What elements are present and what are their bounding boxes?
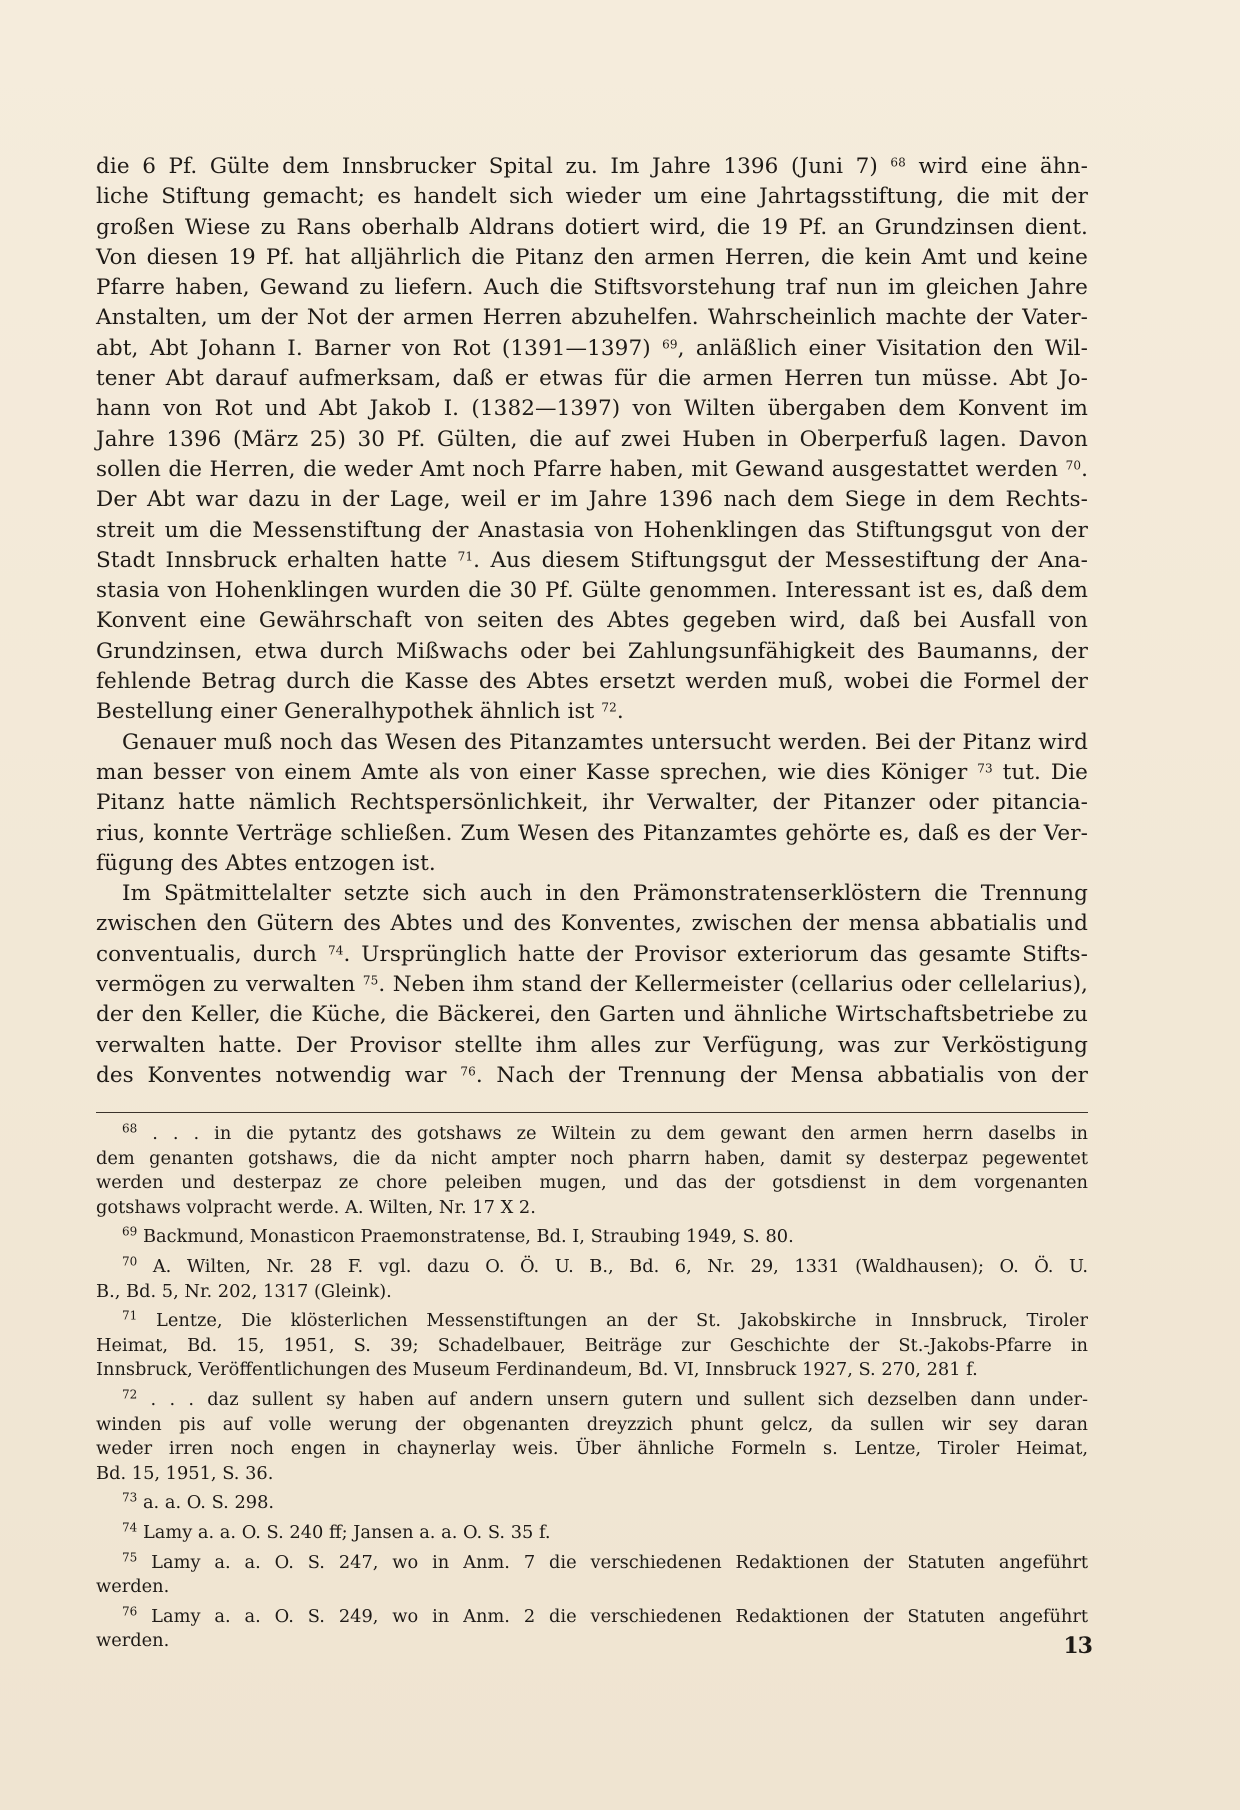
body-line (96, 152, 1088, 182)
footnote-text: dem genanten gotshaws, die da nicht ampter noch pharrn haben, damit sy desterpaz pegewentet (96, 1147, 1088, 1169)
footnote-text: Lamy a. a. O. S. 247, wo in Anm. 7 die verschiedenen Redaktionen der Statuten angeführt (151, 1551, 1088, 1573)
body-line-text: fügung des Abtes entzogen ist. (96, 850, 436, 876)
body-line-text-after: . (616, 699, 624, 725)
body-line-text-after: . Ursprünglich hatte der Provisor exteriorum das gesamte Stifts- (343, 941, 1089, 967)
body-text (96, 152, 1088, 1091)
body-line-text: Jahre 1396 (März 25) 30 Pf. Gülten, die auf zwei Huben in Oberperfuß lagen. Davon (96, 426, 1088, 452)
body-line-text-after: . Nach der Trennung der Mensa abbatialis von der (475, 1062, 1088, 1088)
body-line (96, 243, 1088, 273)
body-line-text: Bestellung einer Generalhypothek ähnlich ist (96, 699, 595, 725)
footnote-ref: 74 (327, 943, 344, 958)
footnote (96, 1605, 1088, 1654)
footnote-text: . . . daz sullent sy haben auf andern unsern gutern und sullent sich dezselben dann under- (150, 1388, 1088, 1410)
page-number: 13 (1063, 1633, 1092, 1659)
body-line (96, 334, 1088, 364)
footnote-line (96, 1225, 1088, 1250)
body-line (96, 303, 1088, 333)
footnote-line (96, 1491, 1088, 1516)
footnote-text: Innsbruck, Veröffentlichungen des Museum Ferdinandeum, Bd. VI, Innsbruck 1927, S. 270, 281 f. (96, 1359, 978, 1381)
body-line-text: rius, konnte Verträge schließen. Zum Wesen des Pitanzamtes gehörte es, daß es der Ver- (96, 820, 1088, 846)
body-line-text: sollen die Herren, die weder Amt noch Pfarre haben, mit Gewand ausgestattet werden (96, 456, 1059, 482)
body-line (96, 970, 1088, 1000)
body-line (96, 485, 1088, 515)
body-line-text: Genauer muß noch das Wesen des Pitanzamtes untersucht werden. Bei der Pitanz wird (122, 729, 1088, 755)
footnote-ref: 73 (977, 761, 993, 776)
body-line-text: hann von Rot und Abt Jakob I. (1382—1397) von Wilten übergaben dem Konvent im (96, 396, 1088, 422)
footnote-text: A. Wilten, Nr. 28 F. vgl. dazu O. Ö. U. B., Bd. 6, Nr. 29, 1331 (Waldhausen); O. Ö. U. (152, 1255, 1088, 1277)
body-line (96, 667, 1088, 697)
footnote-number: 72 (122, 1387, 138, 1402)
body-line (96, 576, 1088, 606)
body-line-text: man besser von einem Amte als von einer Kasse sprechen, wie dies Königer (96, 759, 968, 785)
footnote-text: . . . in die pytantz des gotshaws ze Wiltein zu dem gewant den armen herrn daselbs in (152, 1123, 1088, 1144)
footnote-number: 70 (122, 1254, 138, 1269)
body-line (96, 1031, 1088, 1061)
footnote-ref: 76 (460, 1064, 476, 1079)
footnote (96, 1491, 1088, 1516)
footnote-text: weder irren noch engen in chaynerlay weis. Über ähnliche Formeln s. Lentze, Tiroler Heimat, (96, 1438, 1088, 1460)
footnote (96, 1551, 1088, 1600)
footnote-number: 69 (122, 1224, 138, 1239)
body-line-text: verwalten hatte. Der Provisor stellte ihm alles zur Verfügung, was zur Verköstigung (96, 1032, 1088, 1058)
footnote-ref: 72 (601, 700, 617, 715)
body-line (96, 637, 1088, 667)
footnote-line (96, 1521, 1088, 1546)
body-line-text-after: wird eine ähn- (905, 154, 1088, 179)
footnote-line (96, 1196, 1088, 1221)
body-line (96, 788, 1088, 818)
body-line (96, 546, 1088, 576)
footnote-ref: 71 (457, 549, 474, 564)
body-line (96, 455, 1088, 485)
body-line (96, 1000, 1088, 1030)
footnote-number: 71 (122, 1308, 138, 1323)
body-line-text: großen Wiese zu Rans oberhalb Aldrans dotiert wird, die 19 Pf. an Grundzinsen dient. (96, 214, 1088, 240)
body-line-text: Anstalten, um der Not der armen Herren abzuhelfen. Wahrscheinlich machte der Vater- (96, 305, 1088, 331)
body-line-text: der den Keller, die Küche, die Bäckerei, den Garten und ähnliche Wirtschaftsbetriebe zu (96, 1002, 1088, 1028)
body-line-text: Grundzinsen, etwa durch Mißwachs oder bei Zahlungsunfähigkeit des Baumanns, der (96, 638, 1088, 664)
footnote-line (96, 1413, 1088, 1438)
body-line-text-after: . Neben ihm stand der Kellermeister (cellarius oder cellelarius), (378, 972, 1088, 998)
body-line-text: tener Abt darauf aufmerksam, daß er etwas für die armen Herren tun müsse. Abt Jo- (96, 366, 1088, 392)
footnote-line (96, 1122, 1088, 1147)
footnote (96, 1388, 1088, 1486)
footnote-number: 73 (122, 1490, 138, 1505)
footnote-line (96, 1309, 1088, 1334)
footnotes (96, 1122, 1088, 1659)
body-line-text: zwischen den Gütern des Abtes und des Konventes, zwischen der mensa abbatialis und (96, 911, 1088, 937)
footnote-text: B., Bd. 5, Nr. 202, 1317 (Gleink). (96, 1280, 392, 1302)
body-line (96, 879, 1088, 909)
body-line (96, 516, 1088, 546)
footnote-line (96, 1605, 1088, 1630)
body-line (96, 758, 1088, 788)
footnote (96, 1122, 1088, 1220)
body-line (96, 909, 1088, 939)
body-line-text: streit um die Messenstiftung der Anastasia von Hohenklingen das Stiftungsgut von der (96, 517, 1088, 543)
footnote-line (96, 1575, 1088, 1600)
footnote-line (96, 1551, 1088, 1576)
footnote-text: Lamy a. a. O. S. 249, wo in Anm. 2 die verschiedenen Redaktionen der Statuten angeführt (151, 1605, 1088, 1627)
body-line-text: Konvent eine Gewährschaft von seiten des Abtes gegeben wird, daß bei Ausfall von (96, 608, 1088, 634)
footnote-text: werden und desterpaz ze chore peleiben mugen, und das der gotsdienst in dem vorgenanten (96, 1172, 1088, 1194)
footnote-ref: 69 (662, 337, 678, 352)
body-line-text: Im Spätmittelalter setzte sich auch in den Prämonstratenserklöstern die Trennung (122, 881, 1088, 907)
footnote-line (96, 1334, 1088, 1359)
body-line-text-after: . Aus diesem Stiftungsgut der Messestiftung der Ana- (473, 547, 1089, 573)
body-line (96, 819, 1088, 849)
footnote-line (96, 1358, 1088, 1383)
body-line (96, 273, 1088, 303)
footnote-text: winden pis auf volle werung der obgenanten dreyzzich phunt gelcz, da sullen wir sey daran (96, 1413, 1088, 1435)
body-line (96, 425, 1088, 455)
footnote-ref: 68 (890, 155, 906, 170)
body-line-text: Stadt Innsbruck erhalten hatte (96, 547, 448, 573)
body-line (96, 697, 1088, 727)
body-line-text: stasia von Hohenklingen wurden die 30 Pf. Gülte genommen. Interessant ist es, daß dem (96, 578, 1088, 604)
footnote-separator (96, 1112, 1088, 1113)
body-line (96, 940, 1088, 970)
body-line-text: conventualis, durch (96, 941, 317, 967)
body-line-text: liche Stiftung gemacht; es handelt sich wieder um eine Jahrtagsstiftung, die mit der (96, 184, 1088, 210)
body-line-text: vermögen zu verwalten (96, 972, 356, 998)
footnote (96, 1255, 1088, 1304)
footnote-text: Backmund, Monasticon Praemonstratense, Bd. I, Straubing 1949, S. 80. (142, 1226, 794, 1248)
footnote (96, 1225, 1088, 1250)
body-line-text-after: . (1081, 456, 1089, 482)
body-line-text: Pitanz hatte nämlich Rechtspersönlichkeit, ihr Verwalter, der Pitanzer oder pitancia- (96, 790, 1088, 816)
footnote (96, 1309, 1088, 1383)
body-line (96, 213, 1088, 243)
body-line (96, 849, 1088, 879)
footnote-number: 76 (122, 1604, 138, 1619)
body-line-text: abt, Abt Johann I. Barner von Rot (1391—1397) (96, 335, 651, 361)
body-line (96, 394, 1088, 424)
footnote-line (96, 1147, 1088, 1172)
footnote-text: werden. (96, 1576, 170, 1598)
footnote-number: 74 (122, 1520, 138, 1535)
body-line-text: des Konventes notwendig war (96, 1062, 447, 1088)
footnote-line (96, 1255, 1088, 1280)
footnote-text: gotshaws volpracht werde. A. Wilten, Nr. 17 X 2. (96, 1196, 536, 1218)
footnote-line (96, 1437, 1088, 1462)
body-line-text: Der Abt war dazu in der Lage, weil er im Jahre 1396 nach dem Siege in dem Rechts- (96, 487, 1088, 513)
footnote-text: Lamy a. a. O. S. 240 ff; Jansen a. a. O. S. 35 f. (142, 1521, 551, 1543)
footnote (96, 1521, 1088, 1546)
footnote-line (96, 1388, 1088, 1413)
body-line (96, 1061, 1088, 1091)
footnote-text: werden. (96, 1630, 170, 1652)
footnote-number: 75 (122, 1549, 138, 1564)
body-line-text: fehlende Betrag durch die Kasse des Abtes ersetzt werden muß, wobei die Formel der (96, 669, 1088, 695)
footnote-ref: 75 (362, 973, 379, 988)
body-line (96, 728, 1088, 758)
footnote-line (96, 1629, 1088, 1654)
footnote-line (96, 1462, 1088, 1487)
footnote-text: Lentze, Die klösterlichen Messenstiftungen an der St. Jakobskirche in Innsbruck, Tiroler (156, 1310, 1088, 1332)
body-line-text: die 6 Pf. Gülte dem Innsbrucker Spital zu. Im Jahre 1396 (Juni 7) (96, 154, 878, 179)
footnote-number: 68 (122, 1121, 138, 1136)
footnote-line (96, 1171, 1088, 1196)
footnote-text: a. a. O. S. 298. (142, 1492, 275, 1514)
footnote-ref: 70 (1065, 458, 1082, 473)
body-line (96, 182, 1088, 212)
body-line (96, 364, 1088, 394)
body-line-text: Von diesen 19 Pf. hat alljährlich die Pitanz den armen Herren, die kein Amt und keine (96, 244, 1088, 270)
footnote-text: Bd. 15, 1951, S. 36. (96, 1462, 274, 1484)
body-line-text-after: , anläßlich einer Visitation den Wil- (677, 335, 1089, 361)
footnote-text: Heimat, Bd. 15, 1951, S. 39; Schadelbauer, Beiträge zur Geschichte der St.-Jakobs-Pfarre in (96, 1334, 1088, 1356)
body-line-text: Pfarre haben, Gewand zu liefern. Auch die Stiftsvorstehung traf nun im gleichen Jahre (96, 275, 1088, 301)
footnote-line (96, 1280, 1088, 1305)
body-line (96, 606, 1088, 636)
body-line-text-after: tut. Die (992, 759, 1089, 785)
